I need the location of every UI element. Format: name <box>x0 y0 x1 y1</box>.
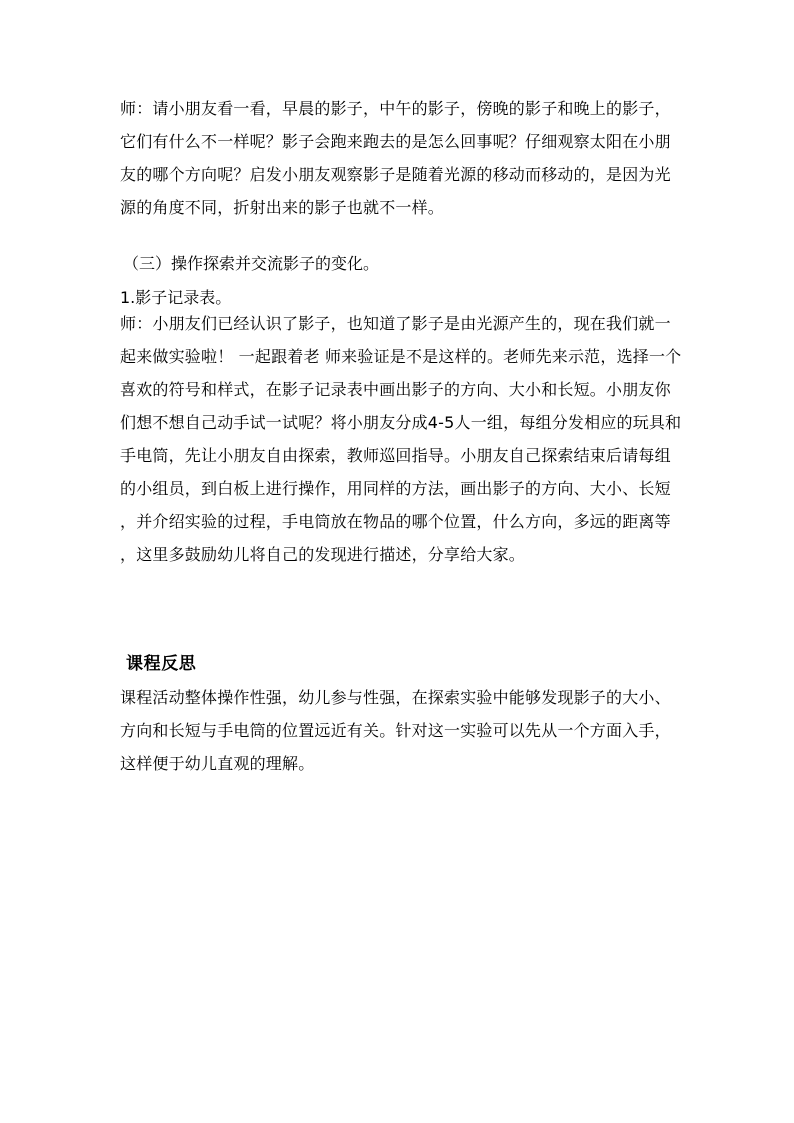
reflection-paragraph <box>120 681 680 780</box>
paragraph-line: 它们有什么不一样呢？影子会跑来跑去的是怎么回事呢？仔细观察太阳在小朋 <box>120 132 671 151</box>
shadow-record-table-label: 1.影子记录表。 <box>120 288 232 307</box>
paragraph-line: 课程活动整体操作性强，幼儿参与性强，在探索实验中能够发现影子的大小、 <box>120 688 671 707</box>
paragraph-line: ，这里多鼓励幼儿将自己的发现进行描述，分享给大家。 <box>120 545 526 564</box>
paragraph-line: 友的哪个方向呢？启发小朋友观察影子是随着光源的移动而移动的，是因为光 <box>120 165 671 184</box>
paragraph-line: 方向和长短与手电筒的位置远近有关。针对这一实验可以先从一个方面入手， <box>120 721 671 740</box>
intro-paragraph <box>120 92 680 224</box>
paragraph-line: 师：请小朋友看一看，早晨的影子，中午的影子，傍晚的影子和晚上的影子， <box>120 99 671 118</box>
experiment-paragraph <box>120 307 680 571</box>
paragraph-line: 手电筒，先让小朋友自由探索，教师巡回指导。小朋友自己探索结束后请每组 <box>120 446 671 465</box>
reflection-title: 课程反思 <box>126 654 197 674</box>
paragraph-line: 源的角度不同，折射出来的影子也就不一样。 <box>120 198 445 217</box>
paragraph-line: 这样便于幼儿直观的理解。 <box>120 754 315 773</box>
paragraph-line: 喜欢的符号和样式，在影子记录表中画出影子的方向、大小和长短。小朋友你 <box>120 380 671 399</box>
section-three-heading: （三）操作探索并交流影子的变化。 <box>123 254 380 273</box>
paragraph-line: 的小组员，到白板上进行操作，用同样的方法，画出影子的方向、大小、长短 <box>120 479 671 498</box>
paragraph-line: 起来做实验啦！ 一起跟着老 师来验证是不是这样的。老师先来示范，选择一个 <box>120 347 682 366</box>
paragraph-line: 师：小朋友们已经认识了影子，也知道了影子是由光源产生的，现在我们就一 <box>120 314 671 333</box>
paragraph-line: ，并介绍实验的过程，手电筒放在物品的哪个位置，什么方向，多远的距离等 <box>120 512 671 531</box>
paragraph-line: 们想不想自己动手试一试呢？将小朋友分成4-5人一组，每组分发相应的玩具和 <box>120 413 682 432</box>
